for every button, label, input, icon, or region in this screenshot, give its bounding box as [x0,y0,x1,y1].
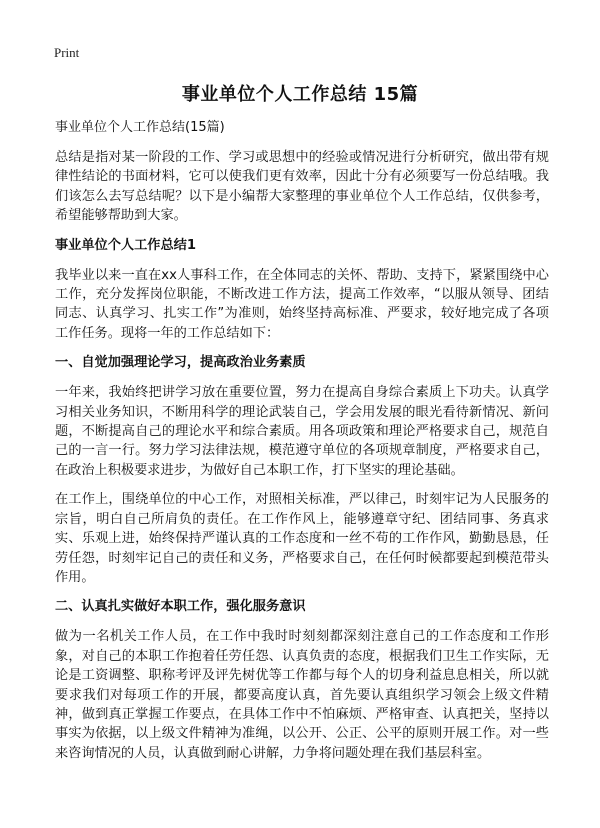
page-title: 事业单位个人工作总结 15篇 [181,84,419,105]
print-link[interactable]: Print [54,45,80,60]
paragraph-2a: 做为一名机关工作人员，在工作中我时时刻刻都深刻注意自己的工作态度和工作形象，对自己的本职工作抱着任劳任怨、认真负责的态度，根据我们卫生工作实际，无论是工资调整、职称考评及评先树优等工作都与每个人的切身利益息息相关，所以就要求我们对每项工作的开展，都要高度认真，首先要认真组织学习领会上级文件精神，做到真正掌握工作要点，在具体工作中不怕麻烦、严格审查、认真把关，坚持以事实为依据，以上级文件精神为准绳，以公开、公正、公平的原则开展工作。对一些来咨询情况的人员，认真做到耐心讲解，力争将问题处理在我们基层科室。 [55,629,549,761]
paragraph-1b: 在工作上，围绕单位的中心工作，对照相关标准，严以律己，时刻牢记为人民服务的宗旨，明白自己所肩负的责任。在工作作风上，能够遵章守纪、团结同事、务真求实、乐观上进，始终保持严谨认真的工作态度和一丝不苟的工作作风，勤勤恳恳，任劳任怨，时刻牢记自己的责任和义务，严格要求自己，在任何时候都要起到模范带头作用。 [55,492,549,585]
document-subtitle: 事业单位个人工作总结(15篇) [55,120,225,135]
section-title: 事业单位个人工作总结1 [55,237,197,253]
heading-1: 一、自觉加强理论学习，提高政治业务素质 [55,355,306,371]
intro-paragraph: 总结是指对某一阶段的工作、学习或思想中的经验或情况进行分析研究，做出带有规律性结论的书面材料，它可以使我们更有效率，因此十分有必须要写一份总结哦。我们该怎么去写总结呢？以下是小编帮大家整理的事业单位个人工作总结，仅供参考，希望能够帮助到大家。 [55,150,549,224]
paragraph-1a: 一年来，我始终把讲学习放在重要位置，努力在提高自身综合素质上下功夫。认真学习相关业务知识，不断用科学的理论武装自己，学会用发展的眼光看待新情况、新问题，不断提高自己的理论水平和综合素质。用各项政策和理论严格要求自己，规范自己的一言一行。努力学习法律法规，模范遵守单位的各项规章制度，严格要求自己，在政治上积极要求进步，为做好自己本职工作，打下坚实的理论基础。 [55,385,549,478]
document-body [55,118,549,773]
heading-2: 二、认真扎实做好本职工作，强化服务意识 [55,599,306,615]
section-intro-paragraph: 我毕业以来一直在xx人事科工作，在全体同志的关怀、帮助、支持下，紧紧围绕中心工作，充分发挥岗位职能，不断改进工作方法，提高工作效率，“以服从领导、团结同志、认真学习、扎实工作”为准则，始终坚持高标准、严要求，较好地完成了各项工作任务。现将一年的工作总结如下： [55,267,549,341]
